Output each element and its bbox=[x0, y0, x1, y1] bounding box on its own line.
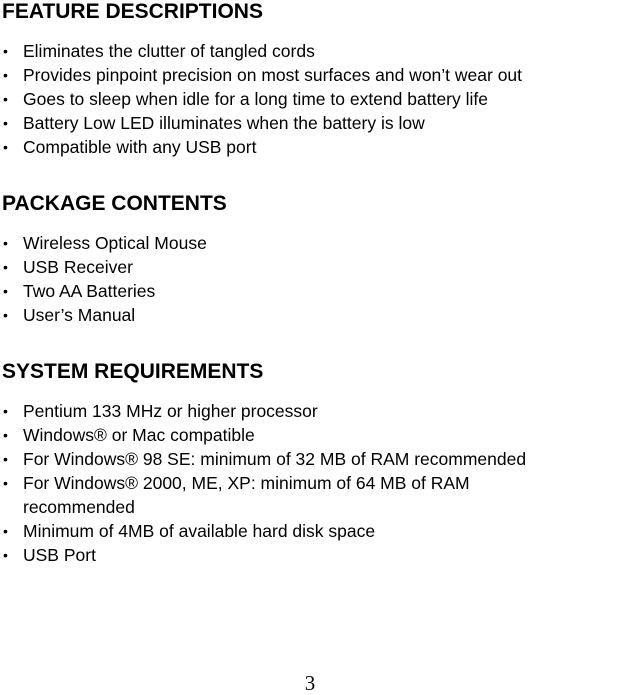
section-heading-package-contents: PACKAGE CONTENTS bbox=[2, 192, 227, 215]
list-item-text: Eliminates the clutter of tangled cords bbox=[23, 41, 315, 61]
bullet-icon: • bbox=[3, 307, 8, 323]
list-item-text: Windows® or Mac compatible bbox=[23, 425, 255, 445]
list-item bbox=[0, 519, 563, 543]
list-item bbox=[0, 543, 563, 567]
list-item-text: For Windows® 98 SE: minimum of 32 MB of RAM recommended bbox=[23, 449, 527, 469]
list-item bbox=[0, 231, 207, 255]
list-item bbox=[0, 399, 563, 423]
list-item-text: Wireless Optical Mouse bbox=[23, 233, 207, 253]
bullet-icon: • bbox=[3, 427, 8, 443]
list-item bbox=[0, 63, 522, 87]
list-item-text: Two AA Batteries bbox=[23, 281, 156, 301]
list-item-text: Battery Low LED illuminates when the battery is low bbox=[23, 113, 425, 133]
bullet-icon: • bbox=[3, 43, 8, 59]
list-item bbox=[0, 255, 207, 279]
list-item bbox=[0, 111, 522, 135]
list-item bbox=[0, 39, 522, 63]
list-item-text: Pentium 133 MHz or higher processor bbox=[23, 401, 318, 421]
list-item-text: Minimum of 4MB of available hard disk space bbox=[23, 521, 376, 541]
list-item bbox=[0, 447, 563, 471]
list-item bbox=[0, 303, 207, 327]
bullet-icon: • bbox=[3, 547, 8, 563]
list-item-text: Compatible with any USB port bbox=[23, 137, 257, 157]
bullet-icon: • bbox=[3, 403, 8, 419]
bullet-icon: • bbox=[3, 451, 8, 467]
bullet-icon: • bbox=[3, 259, 8, 275]
bullet-icon: • bbox=[3, 115, 8, 131]
list-item-text: For Windows® 2000, ME, XP: minimum of 64 MB of RAM recommended bbox=[23, 473, 470, 517]
bullet-icon: • bbox=[3, 523, 8, 539]
section-heading-system-requirements: SYSTEM REQUIREMENTS bbox=[2, 360, 264, 383]
bullet-icon: • bbox=[3, 235, 8, 251]
list-item bbox=[0, 87, 522, 111]
bullet-icon: • bbox=[3, 67, 8, 83]
bullet-icon: • bbox=[3, 283, 8, 299]
bullet-icon: • bbox=[3, 139, 8, 155]
list-item-text: Provides pinpoint precision on most surfaces and won’t wear out bbox=[23, 65, 523, 85]
list-item bbox=[0, 279, 207, 303]
list-item-text: Goes to sleep when idle for a long time to extend battery life bbox=[23, 89, 488, 109]
list-item bbox=[0, 471, 563, 519]
system-requirements-list bbox=[0, 399, 563, 567]
page-number: 3 bbox=[304, 671, 316, 695]
list-item-text: USB Port bbox=[23, 545, 96, 565]
list-item bbox=[0, 423, 563, 447]
list-item bbox=[0, 135, 522, 159]
bullet-icon: • bbox=[3, 475, 8, 491]
list-item-text: USB Receiver bbox=[23, 257, 133, 277]
list-item-text: User’s Manual bbox=[23, 305, 136, 325]
package-contents-list bbox=[0, 231, 207, 327]
bullet-icon: • bbox=[3, 91, 8, 107]
section-heading-feature-descriptions: FEATURE DESCRIPTIONS bbox=[2, 0, 263, 23]
feature-list bbox=[0, 39, 522, 159]
